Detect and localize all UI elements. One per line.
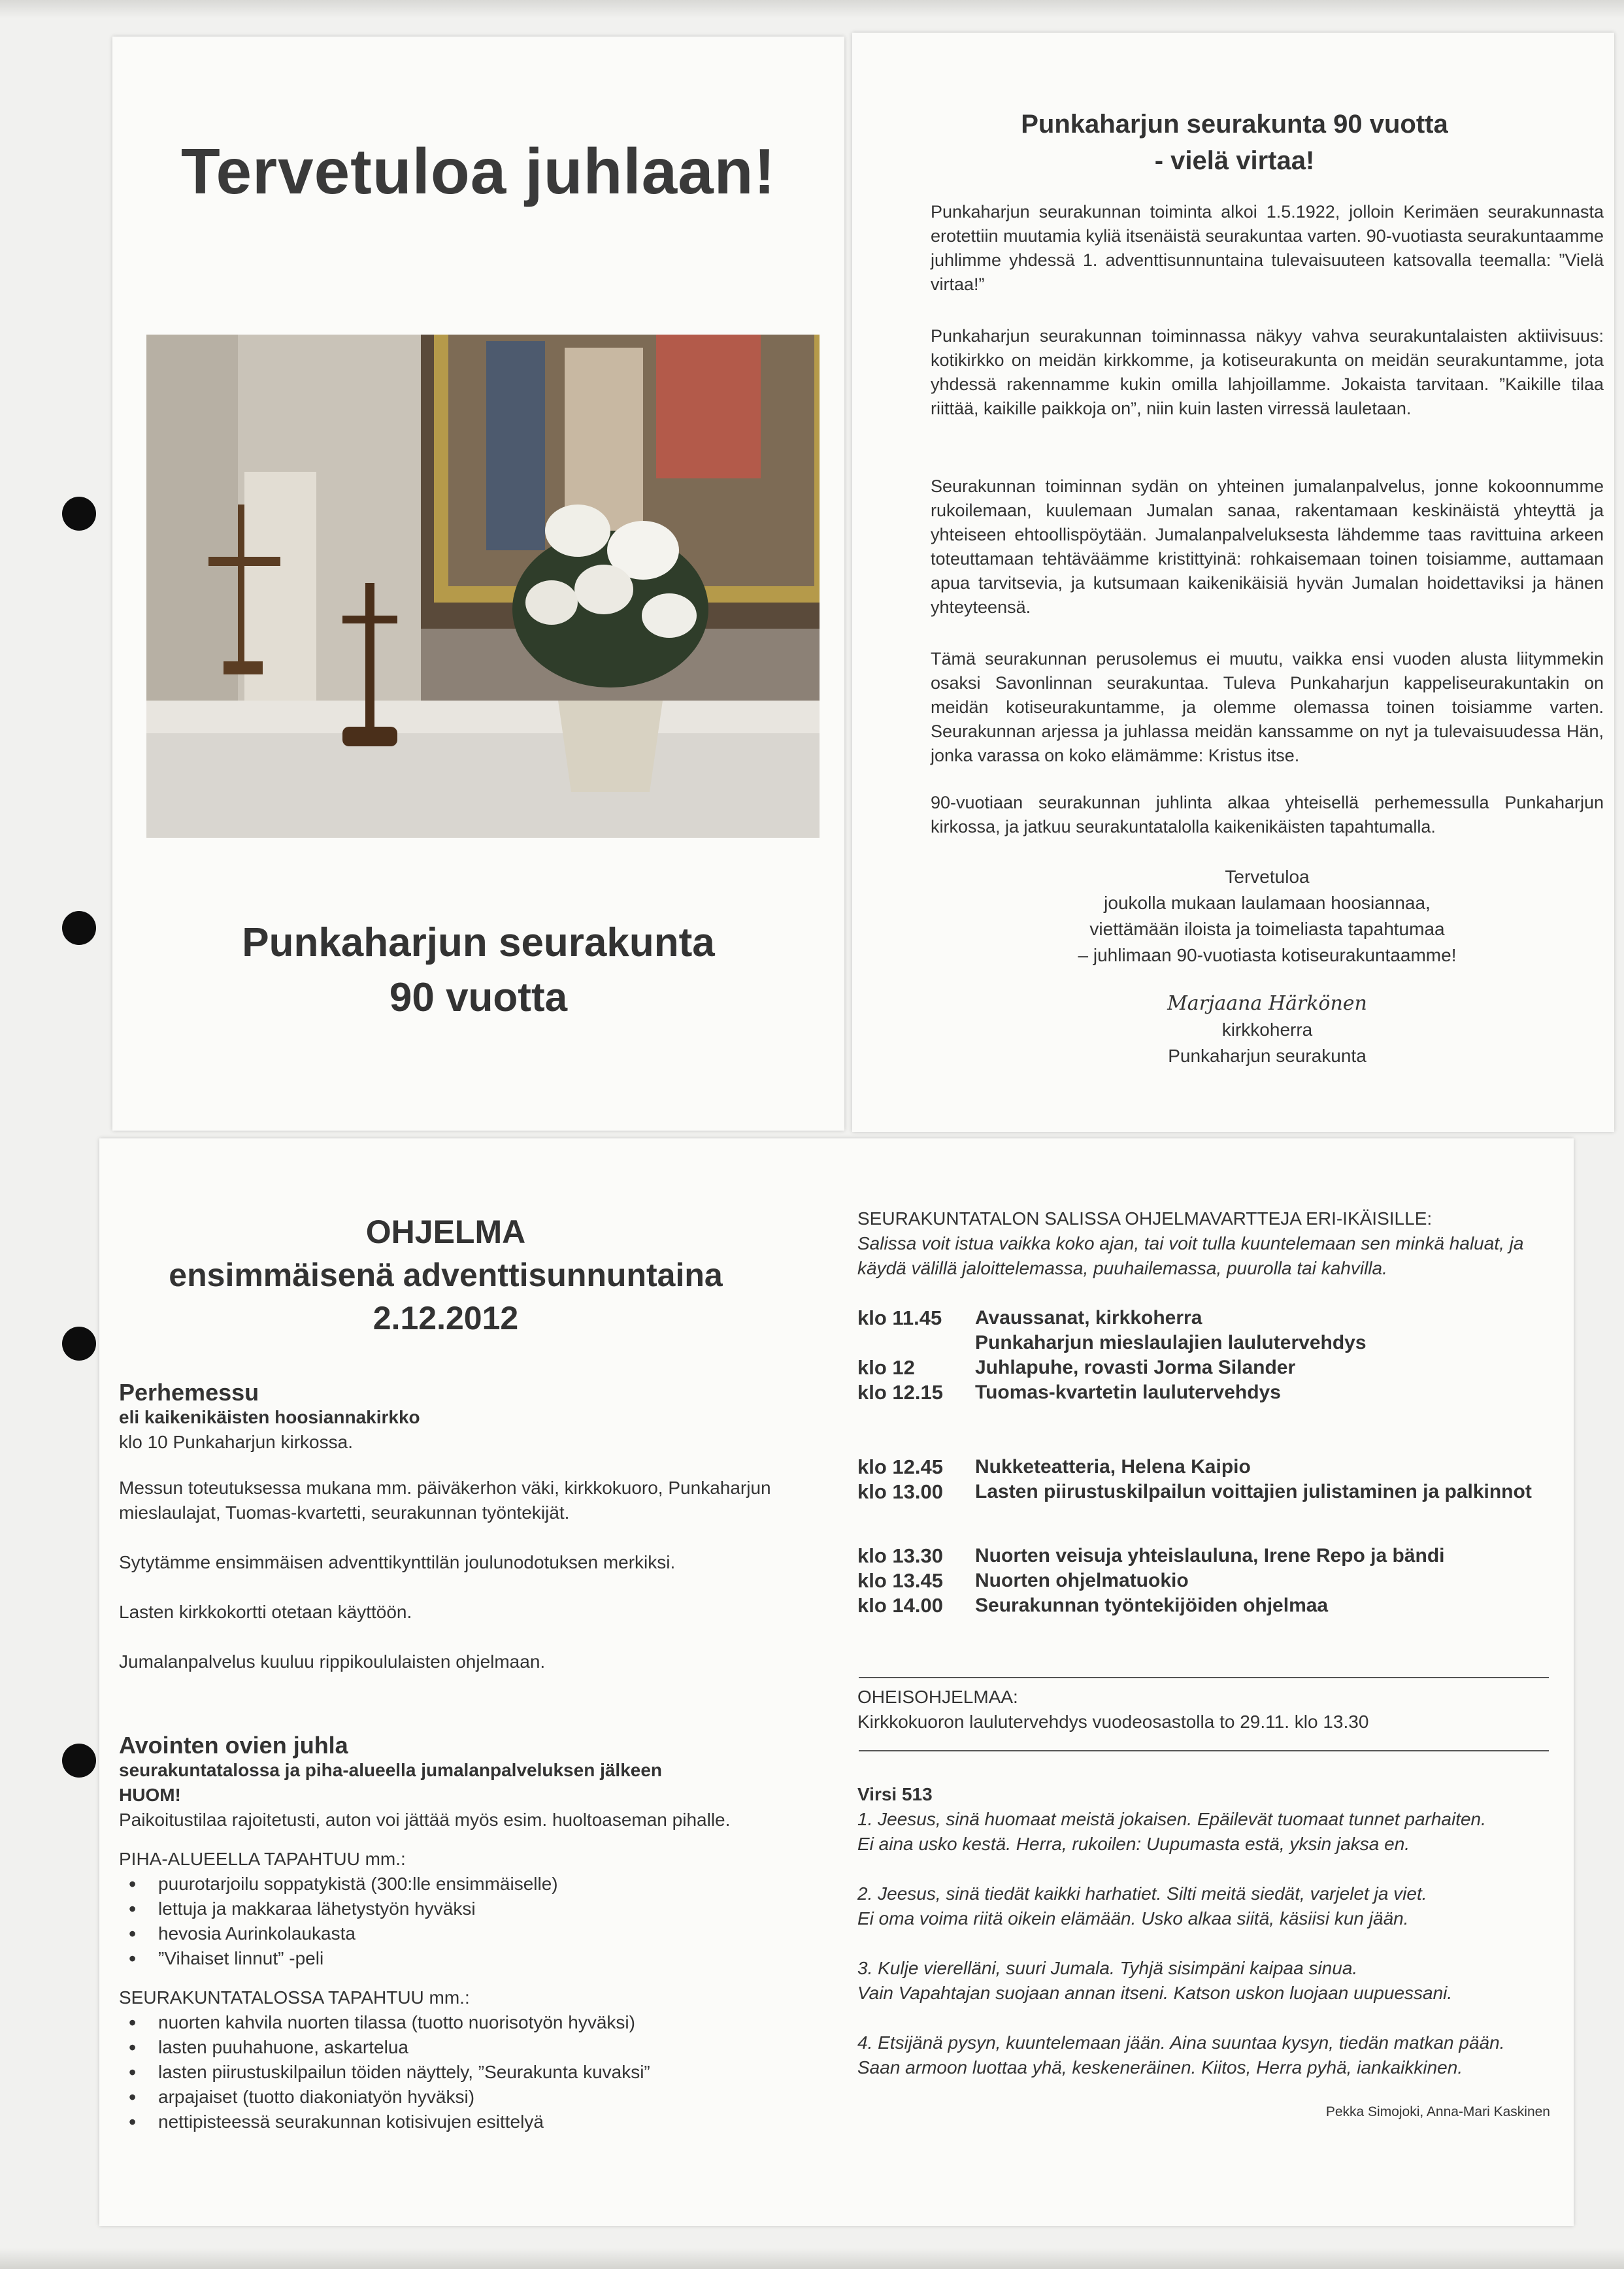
- hymn-title: Virsi 513: [857, 1784, 933, 1804]
- verse-line: Vain Vapahtajan suojaan annan itseni. Katson uskon luojaan uupuessani.: [857, 1983, 1453, 2003]
- list-item: • lasten puuhahuone, askartelua: [158, 2035, 786, 2060]
- program-title-line: ensimmäisenä adventtisunnuntaina: [169, 1257, 723, 1293]
- hymn-verse: [857, 2030, 1550, 2080]
- schedule-time: klo 12.15: [857, 1381, 943, 1404]
- schedule-row: [857, 1568, 1550, 1593]
- letter-paragraph: 90-vuotiaan seurakunnan juhlinta alkaa yhteisellä perhemessulla Punkaharjun kirkossa, ja jatkuu seurakuntatalolla kaikenikäisten tapahtumalla.: [931, 793, 1604, 836]
- schedule-activity: Avaussanat, kirkkoherra: [975, 1307, 1202, 1329]
- hall-heading: SEURAKUNTATALOSSA TAPAHTUU mm.:: [119, 1987, 470, 2008]
- welcome-title: Tervetuloa juhlaan!: [180, 135, 776, 207]
- closing-line: viettämään iloista ja toimeliasta tapahtumaa: [1089, 919, 1445, 939]
- schedule-time: klo 13.45: [857, 1569, 943, 1592]
- scan-edge-bottom: [0, 2248, 1624, 2269]
- schedule-time: klo 11.45: [857, 1306, 942, 1329]
- verse-line: Ei aina usko kestä. Herra, rukoilen: Uupumasta estä, yksin jaksa en.: [857, 1834, 1410, 1854]
- list-item: • hevosia Aurinkolaukasta: [158, 1921, 786, 1946]
- mass-paragraph: Messun toteutuksessa mukana mm. päiväkerhon väki, kirkkokuoro, Punkaharjun mieslaulajat, Tuomas-kvartetti, seurakunnan työntekijät.: [119, 1478, 771, 1523]
- mass-section: [119, 1380, 786, 1674]
- verse-line: Ei oma voima riitä oikein elämään. Usko alkaa siitä, käsiisi kun jään.: [857, 1908, 1409, 1929]
- binder-hole: [62, 1327, 96, 1361]
- open-house-subheading: seurakuntatalossa ja piha-alueella jumalanpalveluksen jälkeen: [119, 1760, 663, 1780]
- schedule-row: [857, 1331, 1550, 1355]
- hall-program: [857, 1206, 1550, 1281]
- schedule-time: klo 12: [857, 1356, 915, 1379]
- hymn-authors: Pekka Simojoki, Anna-Mari Kaskinen: [1325, 2104, 1550, 2119]
- letter-sheet: [852, 33, 1614, 1132]
- letter-paragraph: Seurakunnan toiminnan sydän on yhteinen jumalanpalvelus, jonne kokoonnumme rukoilemaan, kuulemaan Jumalan sanaa, rakentamaan keskinäistä yhteyttä ja yhteiseen ehtoollispöytään. Jumalanpalveluksesta lähdemme taas ravittuina arkeen toteuttamaan tehtäväämme kristittyinä: rohkaisemaan toinen toisiamme, auttamaan apua tarvitsevia, ja kutsumaan kaikenikäisiä hyvän Jumalan hoidettaviksi ja hänen yhteyteensä.: [931, 476, 1604, 617]
- closing-line: Tervetuloa: [1225, 867, 1310, 887]
- schedule-group: [857, 1306, 1550, 1405]
- note-label: HUOM!: [119, 1785, 181, 1805]
- schedule-row: [857, 1455, 1550, 1480]
- schedule-group: [857, 1455, 1550, 1504]
- letter-paragraph: Punkaharjun seurakunnan toiminta alkoi 1.5.1922, jolloin Kerimäen seurakunnasta erotettiin muutamia kyliä itsenäistä seurakuntaa varten. 90-vuotiasta seurakuntaamme juhlimme yhdessä 1. adventtisunnuntaina tulevaisuuteen katsovalla teemalla: ”Vielä virtaa!”: [931, 202, 1604, 294]
- mass-paragraph: Jumalanpalvelus kuuluu rippikoululaisten ohjelmaan.: [119, 1651, 546, 1672]
- hall-program-heading: SEURAKUNTATALON SALISSA OHJELMAVARTTEJA ERI-IKÄISILLE:: [857, 1208, 1433, 1229]
- schedule-row: [857, 1355, 1550, 1380]
- letter-title: [891, 106, 1578, 179]
- hymn-verse: [857, 1956, 1550, 2006]
- schedule-activity: Juhlapuhe, rovasti Jorma Silander: [975, 1357, 1296, 1378]
- schedule-activity: Nukketeatteria, Helena Kaipio: [975, 1456, 1251, 1478]
- open-house-section: [119, 1733, 786, 2134]
- letter-paragraph: Punkaharjun seurakunnan toiminnassa näkyy vahva seurakuntalaisten aktiivisuus: kotikirkko on meidän kirkkomme, ja kotiseurakunta on meidän seurakuntamme, jota yhdessä rakennamme kukin omilla lahjoillamme. Jokaista tarvitaan. ”Kaikille tilaa riittää, kaikille paikkoja on”, niin kuin lasten virressä lauletaan.: [931, 326, 1604, 418]
- schedule-group: [857, 1544, 1550, 1618]
- verse-line: 3. Kulje vierelläni, suuri Jumala. Tyhjä sisimpäni kaipaa sinua.: [857, 1958, 1358, 1978]
- list-item: • nuorten kahvila nuorten tilassa (tuotto nuorisotyön hyväksi): [158, 2010, 786, 2035]
- list-item: • arpajaiset (tuotto diakoniatyön hyväksi): [158, 2085, 786, 2110]
- letter-title-line: - vielä virtaa!: [1154, 146, 1315, 175]
- altar-photo: [146, 335, 820, 838]
- schedule-time: klo 14.00: [857, 1594, 943, 1617]
- mass-heading: Perhemessu: [119, 1379, 259, 1406]
- cover-sheet: [112, 37, 844, 1131]
- schedule-row: [857, 1480, 1550, 1504]
- cover-subtitle-line: 90 vuotta: [389, 975, 568, 1020]
- schedule-activity: Tuomas-kvartetin laulutervehdys: [975, 1382, 1281, 1403]
- program-title-line: OHJELMA: [365, 1214, 526, 1250]
- binder-hole: [62, 497, 96, 531]
- open-house-heading: Avointen ovien juhla: [119, 1732, 348, 1759]
- program-title: [99, 1210, 792, 1340]
- schedule-time: klo 13.00: [857, 1480, 943, 1503]
- schedule-activity: Seurakunnan työntekijöiden ohjelmaa: [975, 1595, 1329, 1616]
- hymn-verse: [857, 1807, 1550, 1857]
- schedule-time: klo 13.30: [857, 1544, 943, 1567]
- verse-line: 4. Etsijänä pysyn, kuuntelemaan jään. Aina suuntaa kysyn, tiedän matkan pään.: [857, 2032, 1505, 2053]
- schedule-activity: Nuorten veisuja yhteislauluna, Irene Repo ja bändi: [975, 1545, 1445, 1566]
- hymn: [857, 1782, 1550, 2125]
- yard-list: [119, 1872, 786, 1971]
- letter-signature-block: [931, 991, 1604, 1069]
- schedule-activity: Nuorten ohjelmatuokio: [975, 1570, 1189, 1591]
- list-item: • lettuja ja makkaraa lähetystyön hyväksi: [158, 1896, 786, 1921]
- letter-title-line: Punkaharjun seurakunta 90 vuotta: [1021, 110, 1448, 139]
- schedule-time: [857, 1331, 975, 1355]
- side-program-text: Kirkkokuoron laulutervehdys vuodeosastolla to 29.11. klo 13.30: [857, 1712, 1369, 1732]
- signature-title: kirkkoherra: [1221, 1019, 1313, 1040]
- mass-time: klo 10 Punkaharjun kirkossa.: [119, 1432, 353, 1452]
- program-title-line: 2.12.2012: [373, 1300, 519, 1336]
- schedule-activity: Lasten piirustuskilpailun voittajien julistaminen ja palkinnot: [975, 1481, 1532, 1502]
- divider: [859, 1677, 1549, 1678]
- schedule-activity: Punkaharjun mieslaulajien laulutervehdys: [975, 1332, 1367, 1353]
- signature-org: Punkaharjun seurakunta: [1168, 1046, 1367, 1066]
- side-program-heading: OHEISOHJELMAA:: [857, 1687, 1018, 1707]
- list-item: • puurotarjoilu soppatykistä (300:lle ensimmäiselle): [158, 1872, 786, 1896]
- schedule-row: [857, 1593, 1550, 1618]
- scan-edge-top: [0, 0, 1624, 18]
- program-sheet: [99, 1138, 1574, 2226]
- letter-closing: [931, 864, 1604, 969]
- list-item: • lasten piirustuskilpailun töiden näyttely, ”Seurakunta kuvaksi”: [158, 2060, 786, 2085]
- yard-heading: PIHA-ALUEELLA TAPAHTUU mm.:: [119, 1849, 406, 1869]
- schedule-time: klo 12.45: [857, 1455, 943, 1478]
- mass-subheading: eli kaikenikäisten hoosiannakirkko: [119, 1407, 420, 1427]
- binder-hole: [62, 911, 96, 945]
- hall-list: [119, 2010, 786, 2134]
- list-item: • ”Vihaiset linnut” -peli: [158, 1946, 786, 1971]
- closing-line: – juhlimaan 90-vuotiasta kotiseurakuntaamme!: [1078, 945, 1457, 965]
- hall-program-intro: Salissa voit istua vaikka koko ajan, tai voit tulla kuuntelemaan sen minkä haluat, ja käydä välillä jaloittelemassa, puuhailemassa, puurolla tai kahvilla.: [857, 1233, 1524, 1278]
- verse-line: 1. Jeesus, sinä huomaat meistä jokaisen. Epäilevät tuomaat tunnet parhaiten.: [857, 1809, 1486, 1829]
- side-program: [857, 1685, 1550, 1734]
- schedule-row: [857, 1306, 1550, 1331]
- closing-line: joukolla mukaan laulamaan hoosiannaa,: [1104, 893, 1431, 913]
- letter-paragraph: Tämä seurakunnan perusolemus ei muutu, vaikka ensi vuoden alusta liitymmekin osaksi Savonlinnan seurakuntaa. Tuleva Punkaharjun kappeliseurakuntakin on meidän kotiseurakuntamme, ja olemme olemassa toinen toisiamme varten. Seurakunnan arjessa ja juhlassa meidän kanssamme on nyt ja tulevaisuudessa Hän, jonka varassa on koko elämämme: Kristus itse.: [931, 649, 1604, 765]
- list-item: • nettipisteessä seurakunnan kotisivujen esittelyä: [158, 2110, 786, 2134]
- mass-paragraph: Sytytämme ensimmäisen adventtikynttilän joulunodotuksen merkiksi.: [119, 1552, 676, 1572]
- cover-subtitle: [112, 916, 844, 1025]
- cover-subtitle-line: Punkaharjun seurakunta: [242, 920, 715, 965]
- divider: [859, 1750, 1549, 1751]
- mass-paragraph: Lasten kirkkokortti otetaan käyttöön.: [119, 1602, 412, 1622]
- schedule-row: [857, 1380, 1550, 1405]
- schedule-row: [857, 1544, 1550, 1568]
- binder-hole: [62, 1744, 96, 1778]
- note-text: Paikoitustilaa rajoitetusti, auton voi jättää myös esim. huoltoaseman pihalle.: [119, 1810, 731, 1830]
- signature: Marjaana Härkönen: [1167, 992, 1367, 1015]
- verse-line: Saan armoon luottaa yhä, keskeneräinen. Kiitos, Herra pyhä, iankaikkinen.: [857, 2057, 1463, 2078]
- hymn-verse: [857, 1881, 1550, 1931]
- verse-line: 2. Jeesus, sinä tiedät kaikki harhatiet. Silti meitä siedät, varjelet ja viet.: [857, 1883, 1427, 1904]
